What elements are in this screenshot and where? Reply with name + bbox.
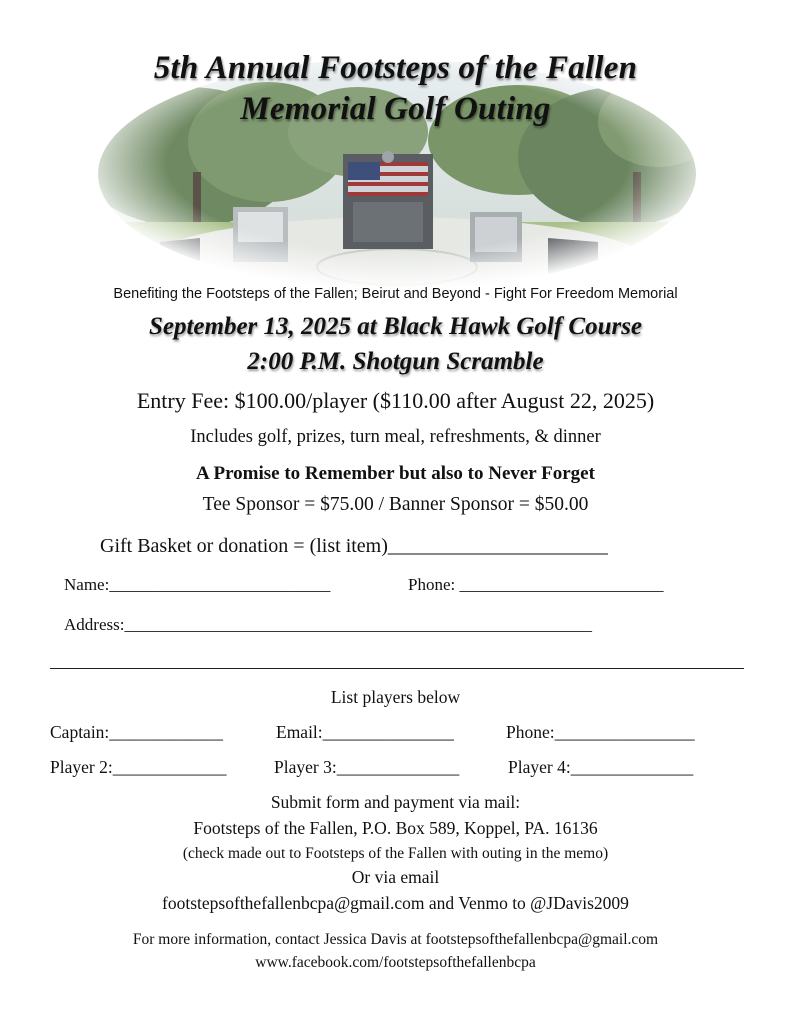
captain-field[interactable]: Captain:_____________ (50, 722, 224, 742)
player-3-field[interactable]: Player 3:______________ (274, 757, 460, 777)
captain-phone-field[interactable]: Phone:________________ (506, 722, 695, 742)
benefit-line: Benefiting the Footsteps of the Fallen; Beirut and Beyond - Fight For Freedom Memorial (113, 286, 678, 302)
name-field[interactable]: Name:__________________________ (64, 575, 331, 594)
event-date: September 13, 2025 at Black Hawk Golf Course (148, 313, 643, 340)
title-line-1: 5th Annual Footsteps of the Fallen (153, 50, 638, 86)
sponsor-prices: Tee Sponsor = $75.00 / Banner Sponsor = $50.00 (202, 494, 589, 515)
or-email-line: Or via email (351, 867, 440, 887)
title-line-2: Memorial Golf Outing (240, 91, 551, 127)
player-2-field[interactable]: Player 2:_____________ (50, 757, 227, 777)
event-time: 2:00 P.M. Shotgun Scramble (247, 348, 544, 375)
address-field[interactable]: Address:_______________________________________________________ (64, 615, 592, 634)
entry-fee: Entry Fee: $100.00/player ($110.00 after August 22, 2025) (136, 388, 655, 413)
check-note: (check made out to Footsteps of the Fallen with outing in the memo) (182, 845, 609, 862)
contact-line: For more information, contact Jessica Davis at footstepsofthefallenbcpa@gmail.com (132, 931, 659, 948)
captain-email-field[interactable]: Email:_______________ (276, 722, 454, 742)
facebook-link[interactable]: www.facebook.com/footstepsofthefallenbcpa (255, 954, 536, 971)
submit-line-1: Submit form and payment via mail: (270, 792, 521, 812)
gift-basket-field[interactable]: Gift Basket or donation = (list item)______________________ (100, 535, 608, 557)
email-venmo-line: footstepsofthefallenbcpa@gmail.com and Venmo to @JDavis2009 (162, 893, 629, 913)
promise-line: A Promise to Remember but also to Never Forget (196, 463, 595, 484)
phone-field[interactable]: Phone: ________________________ (408, 575, 664, 594)
list-players-heading: List players below (330, 687, 461, 707)
address-line-2[interactable] (50, 668, 744, 669)
includes-line: Includes golf, prizes, turn meal, refreshments, & dinner (190, 427, 601, 447)
player-4-field[interactable]: Player 4:______________ (508, 757, 694, 777)
mailing-address: Footsteps of the Fallen, P.O. Box 589, Koppel, PA. 16136 (193, 818, 598, 838)
